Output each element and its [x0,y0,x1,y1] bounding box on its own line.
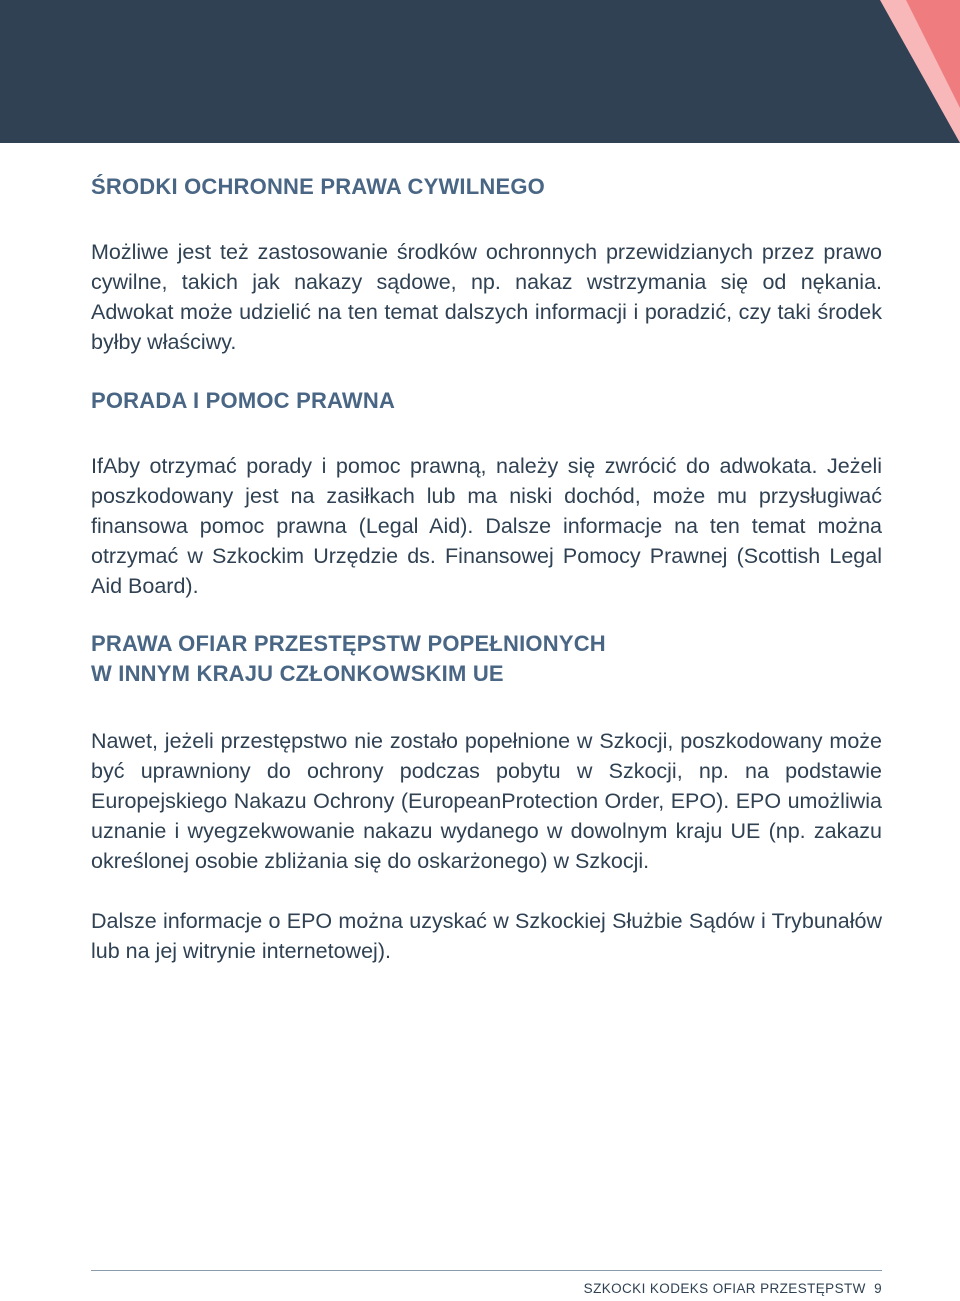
footer-divider [91,1270,882,1271]
corner-accent-graphic [0,0,960,143]
section-paragraph-2: Dalsze informacje o EPO można uzyskać w Szkockiej Służbie Sądów i Trybunałów lub na jej witrynie internetowej). [91,909,882,963]
heading-line: ŚRODKI OCHRONNE PRAWA CYWILNEGO [91,174,545,199]
heading-line-1: PRAWA OFIAR PRZESTĘPSTW POPEŁNIONYCH [91,631,606,656]
section-civil-remedies [91,172,882,357]
section-paragraph: IfAby otrzymać porady i pomoc prawną, należy się zwrócić do adwokata. Jeżeli poszkodowany jest na zasiłkach lub ma niski dochód, może mu przysługiwać finansowa pomoc prawna (Legal Aid). Dalsze informacje na ten temat można otrzymać w Szkockim Urzędzie ds. Finansowej Pomocy Prawnej (Scottish Legal Aid Board). [91,454,882,598]
section-heading [91,629,882,689]
footer-title: SZKOCKI KODEKS OFIAR PRZESTĘPSTW [583,1281,866,1296]
heading-line-2: W INNYM KRAJU CZŁONKOWSKIM UE [91,661,504,686]
heading-line: PORADA I POMOC PRAWNA [91,388,396,413]
section-paragraph: Nawet, jeżeli przestępstwo nie zostało popełnione w Szkocji, poszkodowany może być uprawniony do ochrony podczas pobytu w Szkocji, np. na podstawie Europejskiego Nakazu Ochrony (EuropeanProtection Order, EPO). EPO umożliwia uznanie i wyegzekwowanie nakazu wydanego w dowolnym kraju UE (np. zakazu określonej osobie zbliżania się do oskarżonego) w Szkocji. [91,729,882,873]
footer [584,1281,882,1296]
section-paragraph: Możliwe jest też zastosowanie środków ochronnych przewidzianych przez prawo cywilne, takich jak nakazy sądowe, np. nakaz wstrzymania się od nękania. Adwokat może udzielić na ten temat dalszych informacji i poradzić, czy taki środek byłby właściwy. [91,240,882,354]
page-number: 9 [874,1281,882,1296]
page-content [91,172,882,966]
header-band [0,0,960,143]
section-eu-victim-rights [91,629,882,966]
section-heading [91,386,882,416]
section-heading [91,172,882,202]
section-legal-aid [91,386,882,601]
